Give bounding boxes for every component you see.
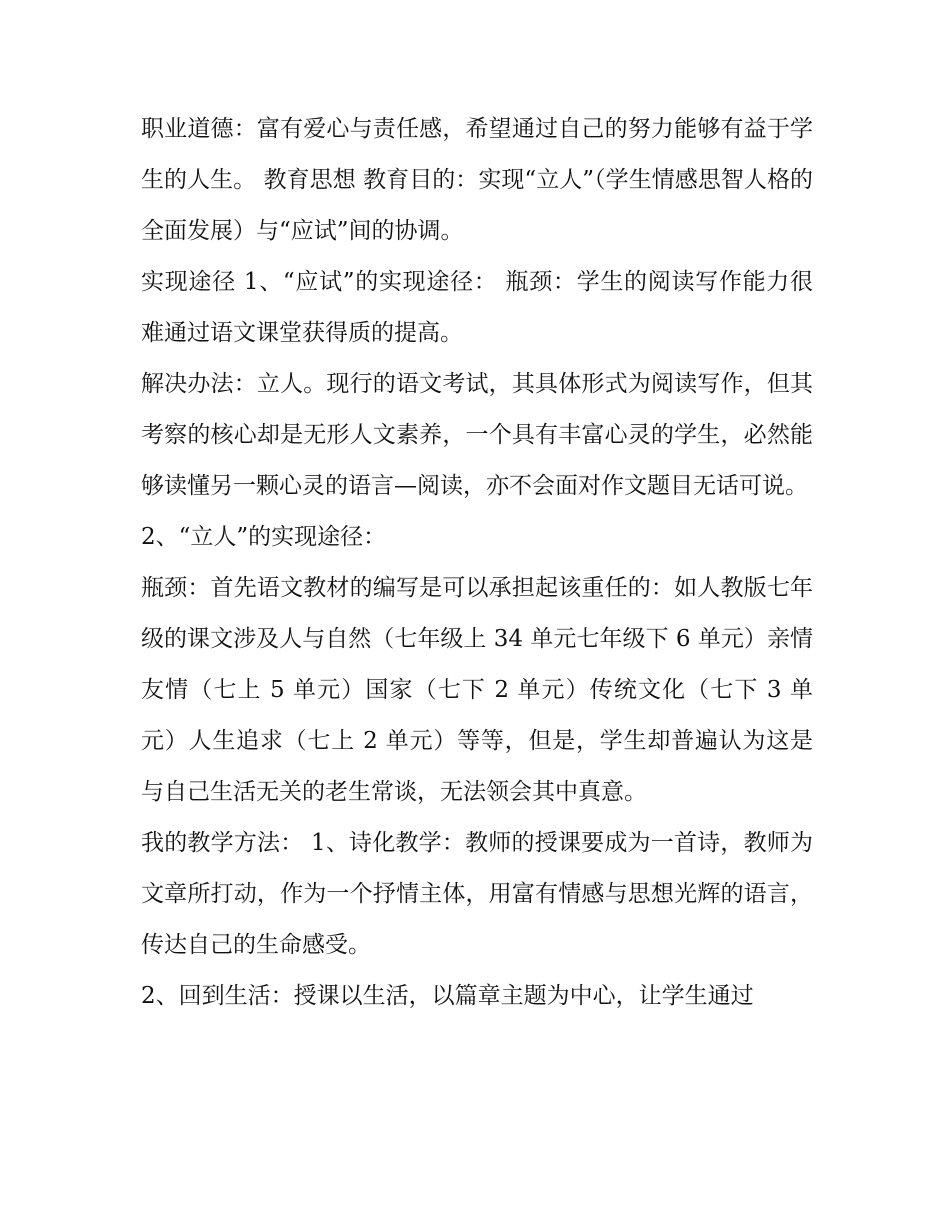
- paragraph-bottleneck: 瓶颈：首先语文教材的编写是可以承担起该重任的：如人教版七年级的课文涉及人与自然（七年级上 34 单元七年级下 6 单元）亲情友情（七上 5 单元）国家（七下 2 单元）传统文化（七下 3 单元）人生追求（七上 2 单元）等等，但是，学生却普遍认为这是与自己生活无关的老生常谈，无法领会其中真意。: [141, 575, 813, 805]
- paragraph-back-to-life: 2、回到生活：授课以生活，以篇章主题为中心，让学生通过: [141, 983, 754, 1009]
- paragraph-professional-ethics: 职业道德：富有爱心与责任感，希望通过自己的努力能够有益于学生的人生。 教育思想 教育目的：实现“立人”（学生情感思智人格的全面发展）与“应试”间的协调。: [141, 116, 813, 244]
- paragraph-teaching-method: 我的教学方法： 1、诗化教学：教师的授课要成为一首诗，教师为文章所打动，作为一个抒情主体，用富有情感与思想光辉的语言，传达自己的生命感受。: [141, 830, 813, 958]
- paragraph-solution: 解决办法：立人。现行的语文考试，其具体形式为阅读写作，但其考察的核心却是无形人文素养，一个具有丰富心灵的学生，必然能够读懂另一颗心灵的语言—阅读，亦不会面对作文题目无话可说。: [141, 371, 813, 499]
- paragraph-liren-heading: 2、“立人”的实现途径：: [141, 524, 387, 550]
- document-body: [141, 104, 813, 1022]
- paragraph-exam-path: 实现途径 1、“应试”的实现途径： 瓶颈：学生的阅读写作能力很难通过语文课堂获得质的提高。: [141, 269, 813, 346]
